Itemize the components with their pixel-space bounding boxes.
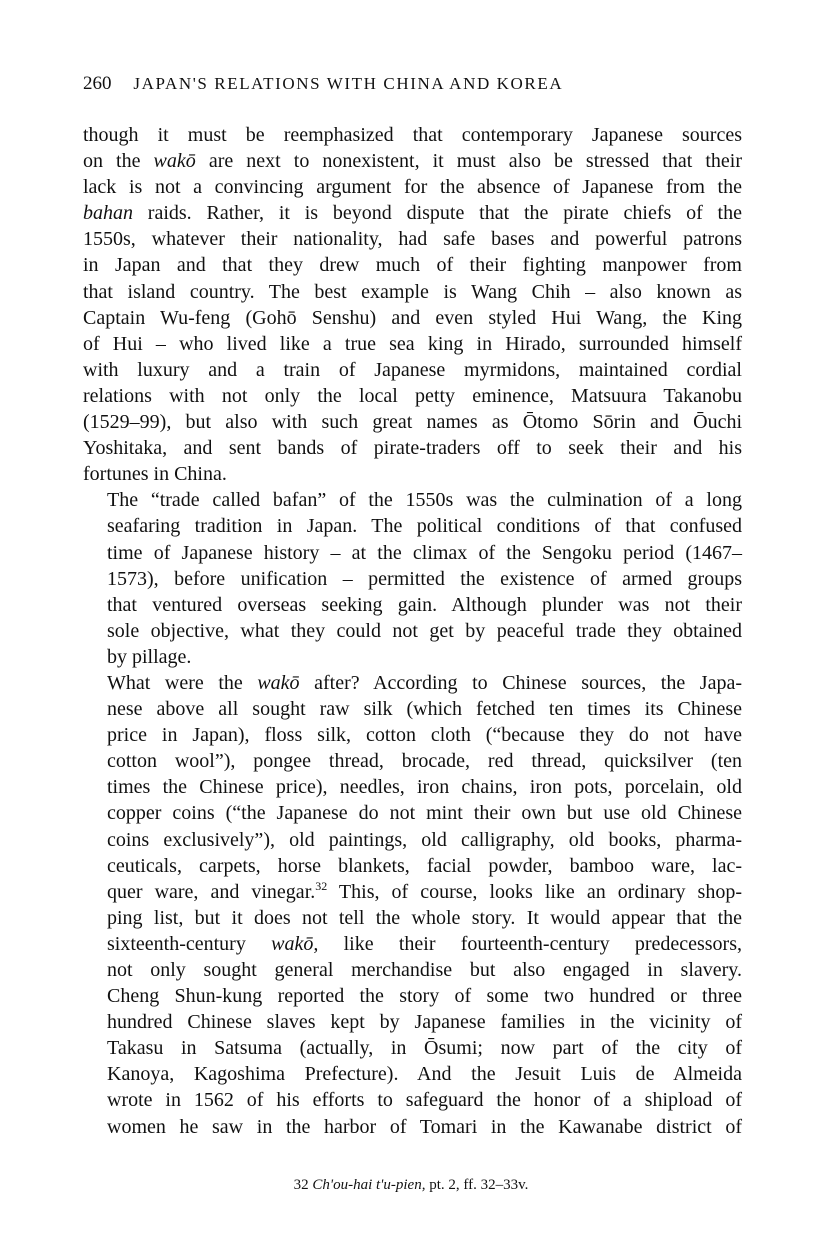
- text-line: on the wakō are next to nonexistent, it must also be stressed that their: [83, 150, 742, 173]
- text-line: of Hui – who lived like a true sea king in Hirado, surrounded himself: [83, 332, 742, 355]
- text-line: The “trade called bafan” of the 1550s was the culmination of a long: [107, 489, 742, 512]
- text-line: time of Japanese history – at the climax of the Sengoku period (1467–: [107, 541, 742, 564]
- text-line: by pillage.: [107, 645, 192, 668]
- footnote-rest: pt. 2, ff. 32–33v.: [429, 1177, 529, 1193]
- paragraph: [83, 487, 742, 670]
- text-line: wrote in 1562 of his efforts to safeguard the honor of a shipload of: [107, 1089, 742, 1112]
- running-title: JAPAN'S RELATIONS WITH CHINA AND KOREA: [133, 74, 564, 93]
- text-line: hundred Chinese slaves kept by Japanese families in the vicinity of: [107, 1011, 742, 1034]
- page-number: 260: [83, 73, 112, 94]
- paragraph: [83, 122, 742, 487]
- text-line: nese above all sought raw silk (which fetched ten times its Chinese: [107, 698, 742, 721]
- italic-term: wakō,: [271, 932, 319, 955]
- text-line: that ventured overseas seeking gain. Although plunder was not their: [107, 593, 742, 616]
- text-line: with luxury and a train of Japanese myrmidons, maintained cordial: [83, 358, 742, 381]
- text-line: relations with not only the local petty eminence, Matsuura Takanobu: [83, 384, 742, 407]
- footnote-marker: 32: [315, 878, 328, 893]
- text-line: fortunes in China.: [83, 463, 227, 486]
- text-line: Yoshitaka, and sent bands of pirate-traders off to seek their and his: [83, 437, 742, 460]
- italic-term: wakō: [257, 671, 300, 694]
- text-line: 1573), before unification – permitted the existence of armed groups: [107, 567, 742, 590]
- text-line: Cheng Shun-kung reported the story of some two hundred or three: [107, 985, 742, 1008]
- running-header: [83, 73, 739, 95]
- text-line: in Japan and that they drew much of their fighting manpower from: [83, 254, 742, 277]
- text-line: seafaring tradition in Japan. The political conditions of that confused: [107, 515, 742, 538]
- text-line: bahan raids. Rather, it is beyond dispute that the pirate chiefs of the: [83, 202, 742, 225]
- text-line: (1529–99), but also with such great names as Ōtomo Sōrin and Ōuchi: [83, 411, 742, 434]
- text-line: copper coins (“the Japanese do not mint their own but use old Chinese: [107, 802, 742, 825]
- paragraph: [83, 670, 742, 1140]
- text-line: lack is not a convincing argument for the absence of Japanese from the: [83, 176, 742, 199]
- text-line: ceuticals, carpets, horse blankets, facial powder, bamboo ware, lac-: [107, 854, 742, 877]
- text-line: ping list, but it does not tell the whole story. It would appear that the: [107, 906, 742, 929]
- text-line: not only sought general merchandise but also engaged in slavery.: [107, 959, 742, 981]
- footnote-number: 32: [293, 1177, 309, 1193]
- text-line: sixteenth-century wakō, like their fourteenth-century predecessors,: [107, 932, 743, 955]
- text-line: Takasu in Satsuma (actually, in Ōsumi; now part of the city of: [107, 1037, 742, 1060]
- text-line: women he saw in the harbor of Tomari in the Kawanabe district of: [107, 1115, 742, 1138]
- text-line: quer ware, and vinegar.$^{32}$ This, of course, looks like an ordinary shop-: [107, 878, 742, 903]
- text-line: that island country. The best example is Wang Chih – also known as: [83, 280, 742, 303]
- body-text: [83, 122, 742, 1140]
- italic-term: bahan: [83, 202, 133, 225]
- text-line: Kanoya, Kagoshima Prefecture). And the Jesuit Luis de Almeida: [107, 1063, 742, 1086]
- text-line: 1550s, whatever their nationality, had safe bases and powerful patrons: [83, 228, 742, 251]
- italic-term: wakō: [153, 150, 196, 173]
- text-line: What were the wakō after? According to Chinese sources, the Japa-: [107, 671, 742, 694]
- text-line: coins exclusively”), old paintings, old calligraphy, old books, pharma-: [107, 828, 742, 851]
- text-line: though it must be reemphasized that contemporary Japanese sources: [83, 124, 742, 146]
- text-line: price in Japan), floss silk, cotton cloth (“because they do not have: [107, 724, 742, 747]
- text-line: Captain Wu-feng (Gohō Senshu) and even styled Hui Wang, the King: [83, 306, 742, 329]
- text-line: times the Chinese price), needles, iron chains, iron pots, porcelain, old: [107, 776, 742, 799]
- text-line: cotton wool”), pongee thread, brocade, red thread, quicksilver (ten: [107, 750, 742, 773]
- footnote: [0, 1177, 822, 1194]
- text-line: sole objective, what they could not get by peaceful trade they obtained: [107, 619, 742, 642]
- footnote-title: Ch'ou-hai t'u-pien,: [312, 1177, 426, 1193]
